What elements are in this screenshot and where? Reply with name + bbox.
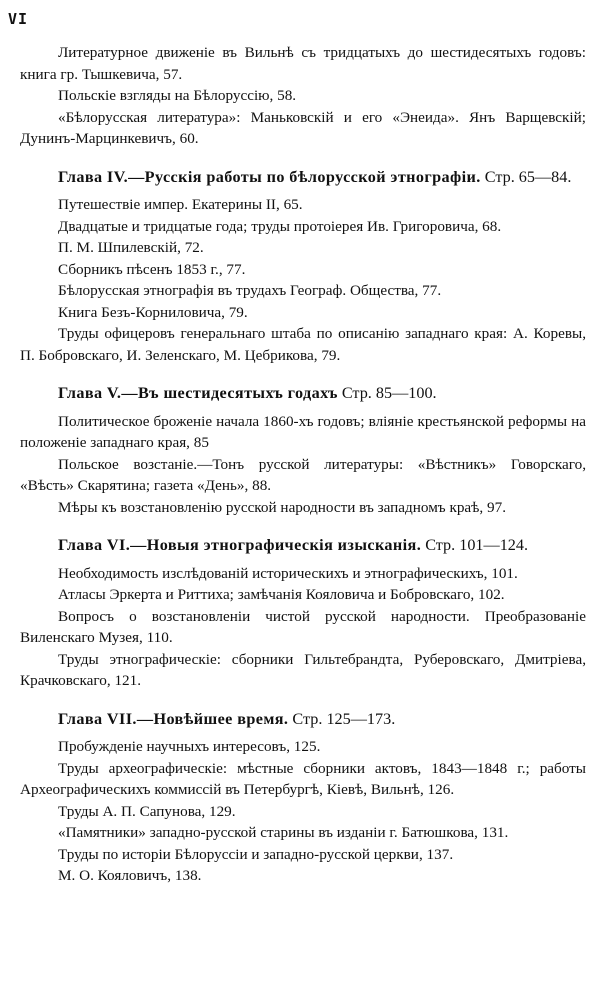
toc-entry: Литературное движеніе въ Вильнѣ съ тридцатыхъ до шестидесятыхъ годовъ: книга гр. Тышкевича, 57. [20,44,586,83]
toc-entry: Необходимость изслѣдованій историческихъ и этнографическихъ, 101. [58,564,518,582]
chapter-section-7 [20,708,586,887]
chapter-heading [20,708,586,731]
chapter-pages: Стр. 65—84. [484,167,572,186]
toc-entry: Труды по исторіи Бѣлоруссіи и западно-русской церкви, 137. [58,845,454,863]
toc-entry: Труды А. П. Сапунова, 129. [58,802,236,820]
toc-entry: Путешествіе импер. Екатерины II, 65. [58,196,303,213]
toc-entry: Атласы Эркерта и Риттиха; замѣчанія Кояловича и Бобровскаго, 102. [58,586,505,603]
intro-section [20,42,586,150]
chapter-pages: Стр. 101—124. [425,536,529,554]
toc-entry: Пробужденіе научныхъ интересовъ, 125. [58,738,321,755]
chapter-heading [20,534,586,557]
toc-entry: «Памятники» западно-русской старины въ изданіи г. Батюшкова, 131. [58,824,509,841]
toc-entry: Книга Безъ-Корниловича, 79. [58,303,248,321]
chapter-heading [20,382,586,405]
toc-entry: Труды офицеровъ генеральнаго штаба по описанію западнаго края: А. Коревы, П. Бобровскаго, И. Зеленскаго, М. Цебрикова, 79. [20,325,586,364]
chapter-title: Глава IV.—Русскія работы по бѣлорусской этнографіи. [58,167,481,186]
chapter-title: Глава VI.—Новыя этнографическія изысканія. [58,536,422,554]
toc-entry: Польское возстаніе.—Тонъ русской литературы: «Вѣстникъ» Говорскаго, «Вѣсть» Скарятина; газета «День», 88. [20,455,586,494]
toc-entry: Труды археографическіе: мѣстные сборники актовъ, 1843—1848 г.; работы Археографическихъ коммиссій въ Петербургѣ, Кіевѣ, Вильнѣ, 126. [20,759,586,798]
toc-entry: Мѣры къ возстановленію русской народности въ западномъ краѣ, 97. [58,498,506,516]
chapter-pages: Стр. 85—100. [341,384,437,402]
toc-entry: Вопросъ о возстановленіи чистой русской народности. Преобразованіе Виленскаго Музея, 110. [20,607,586,646]
toc-entry: М. О. Кояловичъ, 138. [58,867,202,884]
toc-entry: Сборникъ пѣсенъ 1853 г., 77. [58,260,246,278]
toc-entry: «Бѣлорусская литература»: Маньковскій и его «Энеида». Янъ Варщевскій; Дунинъ-Марцинкевичъ, 60. [20,108,586,147]
page-number: VI [8,10,29,28]
chapter-section-5 [20,382,586,518]
chapter-heading [20,166,586,189]
chapter-section-4 [20,166,586,367]
toc-entry: П. М. Шпилевскій, 72. [58,239,204,256]
toc-entry: Труды этнографическіе: сборники Гильтебрандта, Руберовскаго, Дмитріева, Крачковскаго, 121. [20,650,586,689]
chapter-pages: Стр. 125—173. [292,709,396,728]
chapter-title: Глава V.—Въ шестидесятыхъ годахъ [58,384,338,402]
toc-entry: Польскіе взгляды на Бѣлоруссію, 58. [58,87,297,104]
chapter-title: Глава VII.—Новѣйшее время. [58,709,289,728]
toc-entry: Бѣлорусская этнографія въ трудахъ Географ. Общества, 77. [58,282,442,299]
toc-entry: Политическое броженіе начала 1860-хъ годовъ; вліяніе крестьянской реформы на положеніе западнаго края, 85 [20,412,586,451]
chapter-section-6 [20,534,586,692]
toc-entry: Двадцатые и тридцатые года; труды протоіерея Ив. Григоровича, 68. [58,217,502,235]
table-of-contents [20,42,586,887]
